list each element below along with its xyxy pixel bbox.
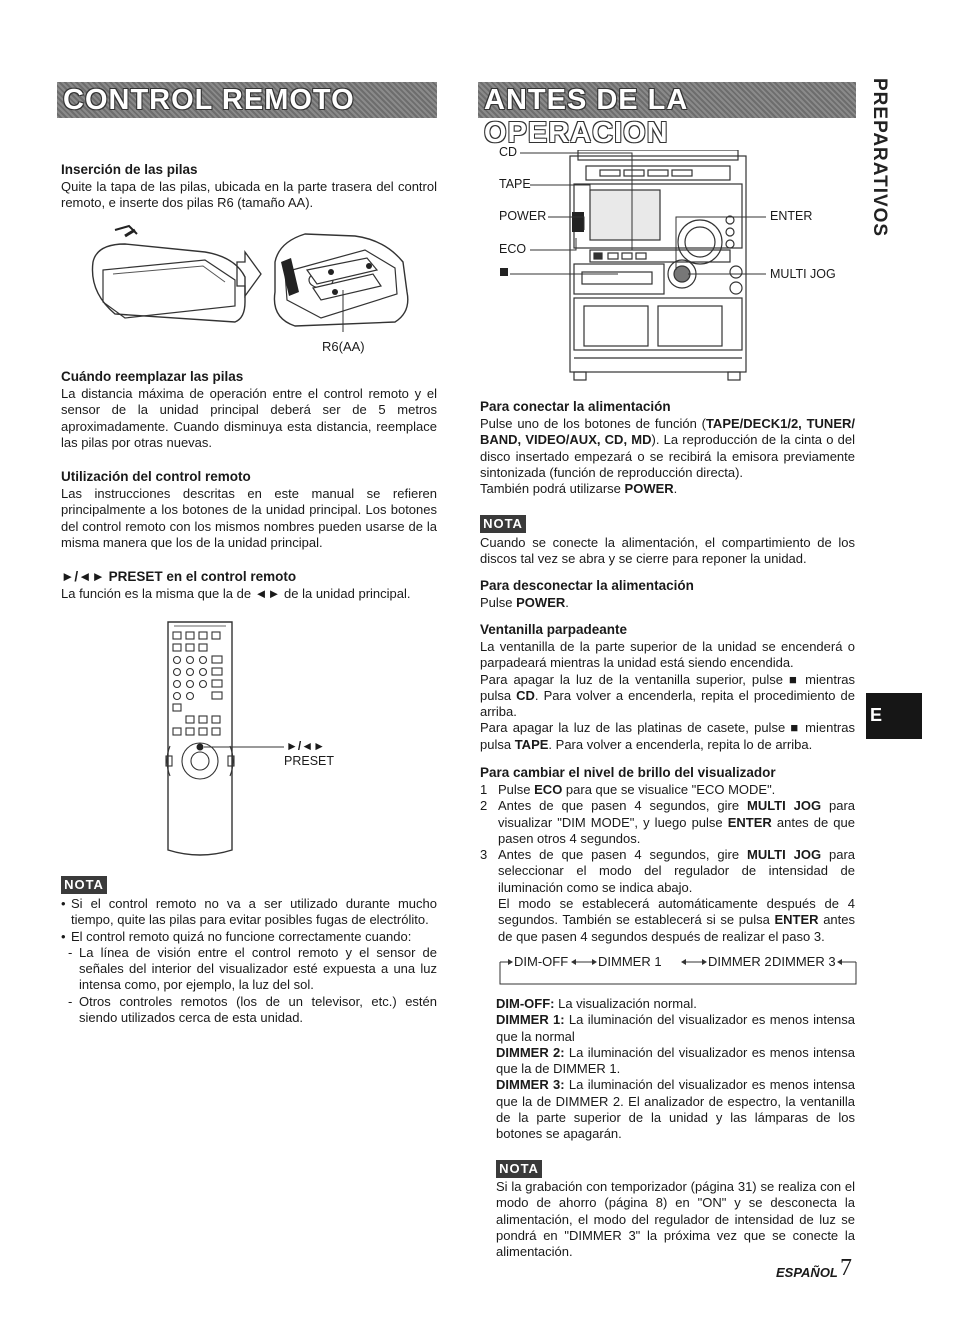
heading-utilizacion: Utilización del control remoto xyxy=(61,469,251,484)
label-power: POWER xyxy=(499,209,547,223)
text-insercion: Quite la tapa de las pilas, ubicada en la parte trasera del control remoto, e inserte dos pilas R6 (tamaño AA). xyxy=(61,179,437,211)
side-vertical-label: PREPARATIVOS xyxy=(869,78,890,238)
nota-badge: NOTA xyxy=(496,1160,542,1178)
steps-brillo xyxy=(480,782,855,945)
heading-ventanilla: Ventanilla parpadeante xyxy=(480,622,628,637)
paragraph: Para apagar la luz de las platinas de casete, pulse ■ mientras pulsa TAPE. Para volver a encenderla, repita lo de arriba. xyxy=(480,720,855,752)
battery-type-label: R6(AA) xyxy=(322,339,365,354)
nota-bullets xyxy=(61,896,437,945)
text-desconectar: Pulse POWER. xyxy=(480,595,569,610)
language-tab: E xyxy=(866,693,922,739)
nota-bullet-item: • Si el control remoto no va a ser utilizado durante mucho tiempo, quite las pilas para evitar posibles fugas de electrólito. xyxy=(61,896,437,929)
nota-badge: NOTA xyxy=(61,876,107,894)
definition-dimmer-2: DIMMER 2: La iluminación del visualizador es menos intensa que la de DIMMER 1. xyxy=(496,1044,856,1077)
cycle-dimmer-1: DIMMER 1 xyxy=(598,954,662,969)
label-cd: CD xyxy=(499,145,518,159)
paragraph: Para apagar la luz de la ventanilla superior, pulse ■ mientras pulsa CD. Para volver a encenderla, repita el procedimiento de arriba. xyxy=(480,671,855,720)
nota-text: Si la grabación con temporizador (página 31) se realiza con el modo de ahorro (página 8) en "ON" y se desconecta la alimentación, el modo del regulador de intensidad de luz se pondrá en "DIMMER 3" la próxima vez que se conecte la alimentación. xyxy=(496,1179,855,1260)
page-number: 7 xyxy=(840,1255,852,1281)
footer-language: ESPAÑOL xyxy=(776,1265,838,1280)
cycle-dim-off: DIM-OFF xyxy=(514,954,569,969)
step-item: 3 Antes de que pasen 4 segundos, gire MULTI JOG para seleccionar el modo del regulador de intensidad de iluminación como se indica abajo. El modo se establecerá automáticamente después de 4 segundos. También se establecerá si se pulsa ENTER antes de que pasen 4 segundos después de realizar el paso 3. xyxy=(480,847,856,944)
heading-desconectar: Para desconectar la alimentación xyxy=(480,578,694,593)
heading-cuando-reemplazar: Cuándo reemplazar las pilas xyxy=(61,369,244,384)
steps-list xyxy=(480,782,855,945)
heading-preset: ►/◄► PRESET en el control remoto xyxy=(61,569,297,584)
label-multi-jog: MULTI JOG xyxy=(770,267,836,281)
preset-label: PRESET xyxy=(284,754,335,768)
label-tape: TAPE xyxy=(499,177,531,191)
nota-text: Cuando se conecte la alimentación, el compartimiento de los discos tal vez se abra y se cierre para reponer la unidad. xyxy=(480,535,855,567)
section-banner-control-remoto xyxy=(57,82,437,118)
step-item: 1 Pulse ECO para que se visualice "ECO MODE". xyxy=(480,782,776,797)
heading-insercion: Inserción de las pilas xyxy=(61,162,198,177)
preset-leader-line xyxy=(240,746,284,750)
battery-insertion-illustration xyxy=(85,222,415,332)
nota-badge: NOTA xyxy=(480,515,526,533)
paragraph: La ventanilla de la parte superior de la unidad se encenderá o parpadeará mientras la unidad está siendo encendida. xyxy=(480,639,855,671)
step-item: 2 Antes de que pasen 4 segundos, gire MULTI JOG para visualizar "DIM MODE", y luego pulse ENTER antes de que pasen otros 4 segundos. xyxy=(480,798,856,846)
text-preset: La función es la misma que la de ◄► de la unidad principal. xyxy=(61,586,411,601)
text-cuando-reemplazar: La distancia máxima de operación entre el control remoto y el sensor de la unidad principal deberá ser de 5 metros aproximadamente. Cuando disminuya esta distancia, reemplace las pilas por otras nuevas. xyxy=(61,386,437,450)
definition-dimmer-1: DIMMER 1: La iluminación del visualizador es menos intensa que la normal xyxy=(496,1012,856,1044)
section-banner-antes-operacion xyxy=(478,82,856,149)
heading-brillo: Para cambiar el nivel de brillo del visualizador xyxy=(480,765,776,780)
label-enter: ENTER xyxy=(770,209,813,223)
text-conectar: Pulse uno de los botones de función (TAPE/DECK1/2, TUNER/ BAND, VIDEO/AUX, CD, MD). La reproducción de la cinta o del disco insertado empezará o se recibirá la emisora previamente sintonizada (función de reproducción directa). También podrá utilizarse POWER. xyxy=(480,416,855,497)
banner-title: CONTROL REMOTO xyxy=(63,84,355,116)
banner-title: ANTES DE LA OPERACION xyxy=(484,84,688,149)
nota-dash-item: - La línea de visión entre el control remoto y el sensor de señales del interior del visualizador esté expuesta a una luz intensa como, por ejemplo, la luz del sol. xyxy=(61,945,437,994)
nota-dash-item: - Otros controles remotos (los de un televisor, etc.) estén siendo utilizados cerca de esta unidad. xyxy=(61,994,437,1027)
remote-control-illustration xyxy=(160,618,240,860)
nota-bullet-item: • El control remoto quizá no funcione correctamente cuando: xyxy=(61,929,437,945)
text-utilizacion: Las instrucciones descritas en este manual se refieren principalmente a los botones de la unidad principal. Los botones del control remoto con los mismos nombres pueden usarse de la misma manera que los de la unidad principal. xyxy=(61,486,437,550)
preset-symbol: ►/◄► xyxy=(286,739,325,753)
nota-list xyxy=(61,896,437,1026)
nota-dashes xyxy=(61,945,437,1026)
stop-square-icon xyxy=(500,268,508,276)
dimmer-definitions xyxy=(496,996,855,1143)
cycle-dimmer-3: DIMMER 3 xyxy=(772,954,836,969)
text-ventanilla xyxy=(480,639,855,753)
label-eco: ECO xyxy=(499,242,527,256)
heading-conectar: Para conectar la alimentación xyxy=(480,399,671,414)
definition-dim-off: DIM-OFF: La visualización normal. xyxy=(496,996,697,1011)
cycle-dimmer-2: DIMMER 2 xyxy=(708,954,772,969)
definition-dimmer-3: DIMMER 3: La iluminación del visualizador es menos intensa que la de DIMMER 2. El analizador de espectro, la ventanilla de la parte superior de la unidad y las lámparas de los botones se apagarán. xyxy=(496,1077,856,1142)
